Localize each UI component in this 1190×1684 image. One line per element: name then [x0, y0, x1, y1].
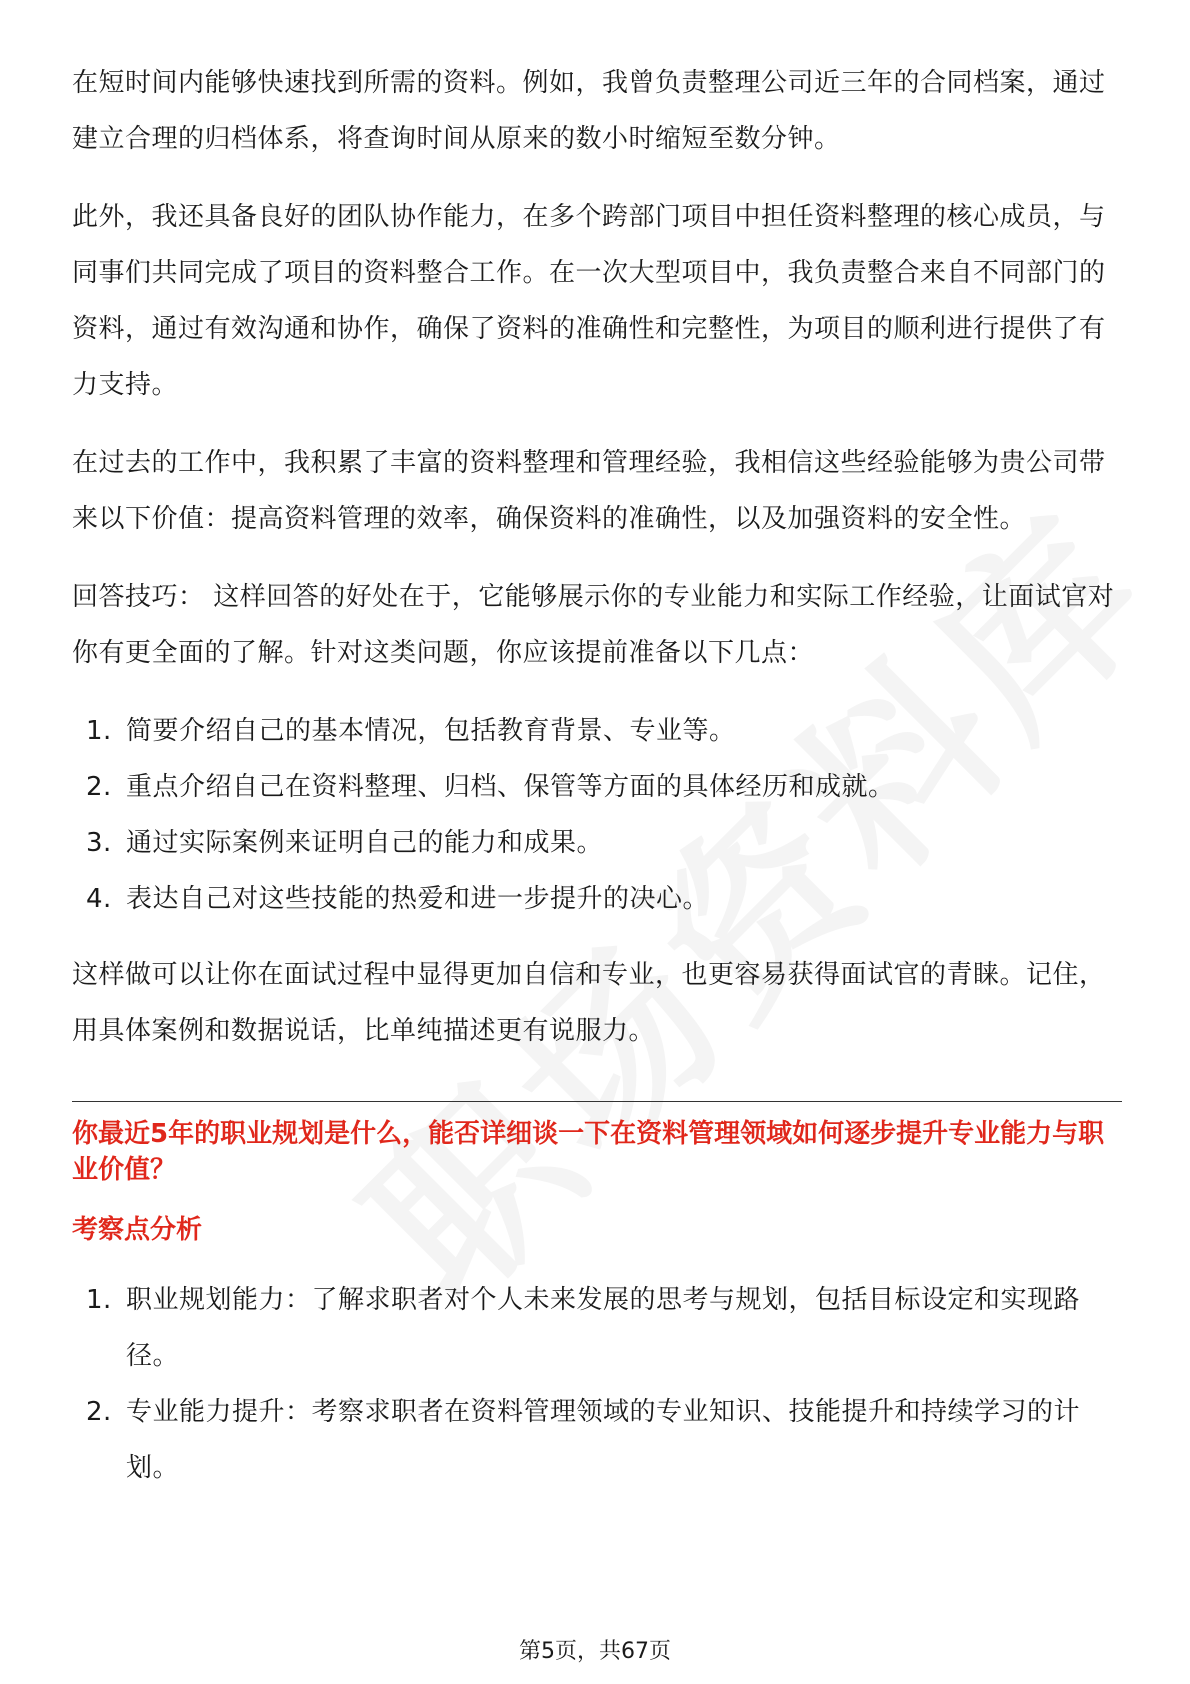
list-item	[72, 815, 1122, 871]
list-text: 简要介绍自己的基本情况，包括教育背景、专业等。	[126, 716, 736, 746]
list-item	[72, 1384, 1122, 1496]
list-number: 3.	[86, 828, 112, 858]
list-number: 2.	[86, 1397, 112, 1427]
list-item	[72, 703, 1122, 759]
list-text: 通过实际案例来证明自己的能力和成果。	[126, 828, 604, 858]
list-item	[72, 1272, 1122, 1384]
list-number: 1.	[86, 1285, 112, 1315]
page-footer: 第5页，共67页	[519, 1639, 671, 1664]
list-number: 2.	[86, 772, 112, 802]
list-number: 4.	[86, 884, 112, 914]
list-text: 专业能力提升：考察求职者在资料管理领域的专业知识、技能提升和持续学习的计划。	[126, 1397, 1081, 1483]
analysis-heading: 考察点分析	[72, 1215, 203, 1245]
paragraph-archive-example: 在短时间内能够快速找到所需的资料。例如，我曾负责整理公司近三年的合同档案，通过建立合理的归档体系，将查询时间从原来的数小时缩短至数分钟。	[72, 68, 1106, 154]
list-text: 重点介绍自己在资料整理、归档、保管等方面的具体经历和成就。	[126, 772, 895, 802]
list-text: 表达自己对这些技能的热爱和进一步提升的决心。	[126, 884, 710, 914]
tips-list	[72, 703, 1122, 927]
paragraph-answer-tips: 回答技巧： 这样回答的好处在于，它能够展示你的专业能力和实际工作经验，让面试官对你有更全面的了解。针对这类问题，你应该提前准备以下几点：	[72, 582, 1115, 668]
list-item	[72, 759, 1122, 815]
paragraph-value: 在过去的工作中，我积累了丰富的资料整理和管理经验，我相信这些经验能够为贵公司带来以下价值：提高资料管理的效率，确保资料的准确性，以及加强资料的安全性。	[72, 448, 1106, 534]
paragraph-teamwork: 此外，我还具备良好的团队协作能力，在多个跨部门项目中担任资料整理的核心成员，与同事们共同完成了项目的资料整合工作。在一次大型项目中，我负责整合来自不同部门的资料，通过有效沟通和协作，确保了资料的准确性和完整性，为项目的顺利进行提供了有力支持。	[72, 202, 1106, 400]
question-heading: 你最近5年的职业规划是什么，能否详细谈一下在资料管理领域如何逐步提升专业能力与职业价值？	[72, 1119, 1105, 1185]
list-number: 1.	[86, 716, 112, 746]
document-body	[72, 55, 1122, 1516]
analysis-list	[72, 1272, 1122, 1496]
list-text: 职业规划能力：了解求职者对个人未来发展的思考与规划，包括目标设定和实现路径。	[126, 1285, 1081, 1371]
section-divider	[72, 1101, 1122, 1102]
paragraph-closing: 这样做可以让你在面试过程中显得更加自信和专业，也更容易获得面试官的青睐。记住，用具体案例和数据说话，比单纯描述更有说服力。	[72, 960, 1106, 1046]
list-item	[72, 871, 1122, 927]
